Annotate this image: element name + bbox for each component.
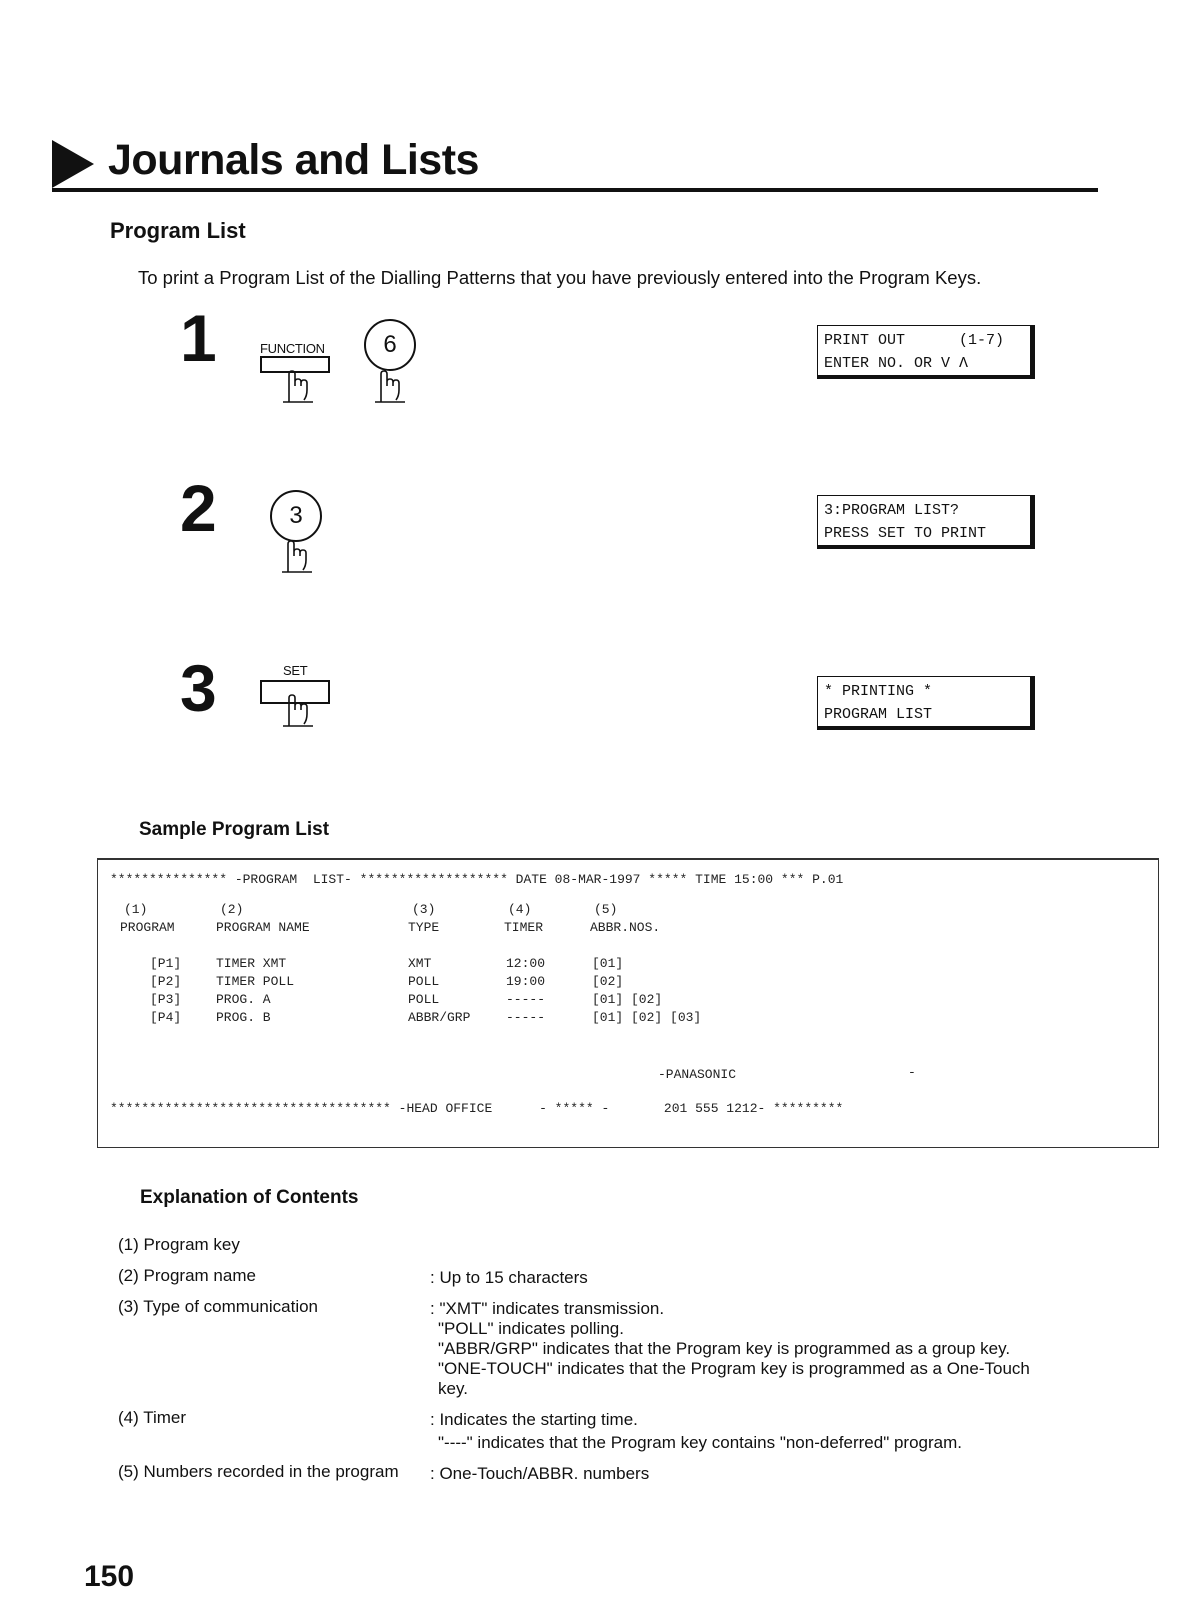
row-timer: 12:00 (506, 956, 546, 971)
col-header: PROGRAM NAME (216, 920, 310, 935)
explanation-label: (4) Timer (118, 1408, 186, 1427)
finger-press-icon (279, 692, 319, 728)
explanation-desc (430, 1299, 1030, 1399)
row-name: PROG. B (216, 1010, 271, 1025)
col-header: TIMER (504, 920, 544, 935)
row-nos: [02] (592, 974, 624, 989)
row-timer: ----- (506, 992, 546, 1007)
col-num: (1) (124, 902, 148, 917)
desc-line: "POLL" indicates polling. (438, 1319, 624, 1338)
lcd-display-step-1 (817, 325, 1035, 379)
row-nos: [01] (592, 956, 624, 971)
sample-heading: Sample Program List (139, 819, 330, 840)
brand-mark: - (908, 1065, 916, 1080)
explanation-label: (5) Numbers recorded in the program (118, 1462, 399, 1481)
digit-6-key[interactable]: 6 (364, 319, 416, 371)
desc-line: : Up to 15 characters (430, 1268, 588, 1287)
row-type: POLL (408, 974, 440, 989)
col-num: (2) (220, 902, 244, 917)
row-type: ABBR/GRP (408, 1010, 471, 1025)
lcd-line: PRINT OUT (1-7) (824, 332, 1005, 349)
row-nos: [01] [02] (592, 992, 663, 1007)
lcd-line: PRESS SET TO PRINT (824, 525, 987, 542)
function-key-label: FUNCTION (260, 341, 325, 356)
row-type: XMT (408, 956, 432, 971)
explanation-heading: Explanation of Contents (140, 1187, 359, 1208)
report-footer-line: ************************************ -HEAD OFFICE - ***** - 201 555 1212- ********* (110, 1101, 844, 1116)
desc-line: : One-Touch/ABBR. numbers (430, 1464, 650, 1483)
finger-press-icon (278, 538, 318, 574)
row-type: POLL (408, 992, 440, 1007)
lcd-display-step-2 (817, 495, 1035, 549)
row-key: [P1] (150, 956, 182, 971)
desc-line: "----" indicates that the Program key contains "non-deferred" program. (438, 1433, 962, 1452)
row-name: TIMER POLL (216, 974, 295, 989)
explanation-label: (2) Program name (118, 1266, 256, 1285)
finger-press-icon (371, 368, 411, 404)
row-nos: [01] [02] [03] (592, 1010, 702, 1025)
explanation-label: (3) Type of communication (118, 1297, 318, 1316)
col-header: TYPE (408, 920, 440, 935)
lcd-line: ENTER NO. OR V Λ (824, 355, 969, 372)
lcd-line: PROGRAM LIST (824, 706, 933, 723)
explanation-desc (430, 1268, 588, 1288)
row-name: TIMER XMT (216, 956, 287, 971)
desc-line: : "XMT" indicates transmission. (430, 1299, 665, 1318)
lcd-line: 3:PROGRAM LIST? (824, 502, 960, 519)
col-header: PROGRAM (120, 920, 175, 935)
row-key: [P4] (150, 1010, 182, 1025)
desc-line: key. (438, 1379, 468, 1398)
lcd-display-step-3 (817, 676, 1035, 730)
report-header-line: *************** -PROGRAM LIST- ******************* DATE 08-MAR-1997 ***** TIME 15:00 *** P.01 (110, 872, 844, 887)
header-arrow-icon (52, 140, 94, 188)
col-header: ABBR.NOS. (590, 920, 661, 935)
step-2-number: 2 (180, 471, 217, 545)
brand-line: -PANASONIC (658, 1067, 737, 1082)
step-3-number: 3 (180, 651, 217, 725)
sample-program-list (97, 858, 1159, 1148)
explanation-desc (430, 1410, 962, 1453)
lcd-line: * PRINTING * (824, 683, 933, 700)
row-timer: ----- (506, 1010, 546, 1025)
explanation-desc (430, 1464, 649, 1484)
set-key-label: SET (283, 663, 308, 678)
finger-press-icon (279, 368, 319, 404)
intro-text: To print a Program List of the Dialling Patterns that you have previously entered into the Program Keys. (138, 267, 982, 288)
page-title: Journals and Lists (108, 136, 479, 184)
explanation-label: (1) Program key (118, 1235, 240, 1254)
row-name: PROG. A (216, 992, 271, 1007)
desc-line: "ONE-TOUCH" indicates that the Program key is programmed as a One-Touch (438, 1359, 1030, 1378)
row-timer: 19:00 (506, 974, 546, 989)
col-num: (3) (412, 902, 436, 917)
header-rule (52, 188, 1098, 192)
col-num: (4) (508, 902, 532, 917)
desc-line: : Indicates the starting time. (430, 1410, 638, 1429)
page-number: 150 (84, 1560, 135, 1593)
digit-3-key[interactable]: 3 (270, 490, 322, 542)
row-key: [P2] (150, 974, 182, 989)
section-heading: Program List (110, 218, 246, 243)
col-num: (5) (594, 902, 618, 917)
desc-line: "ABBR/GRP" indicates that the Program key is programmed as a group key. (438, 1339, 1011, 1358)
step-1-number: 1 (180, 301, 217, 375)
row-key: [P3] (150, 992, 182, 1007)
